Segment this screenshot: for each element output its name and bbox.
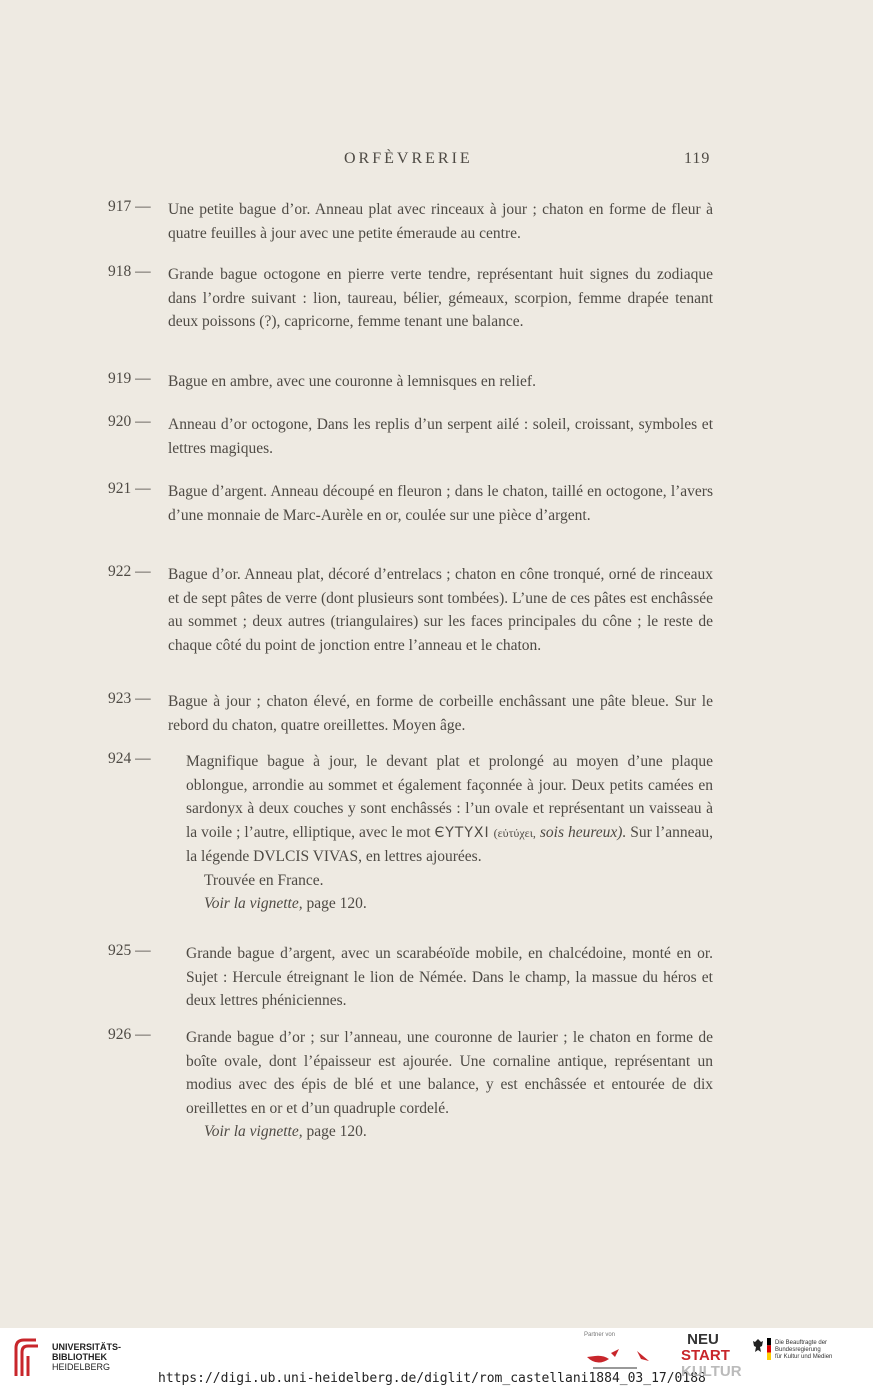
greek-inscription: ЄΥΤΥΧΙ xyxy=(434,824,490,841)
entry-text-part-a: Magnifique bague à jour, le devant plat et prolongé au moyen d’une plaque oblongue, arrondie au sommet et également façonnée à jour. Deux petits camées en sardonyx à deux couches y sont enchâssés : l’un ovale et représentant un vaisseau à la voile ; l’autre, elliptique, avec le mot xyxy=(186,753,713,841)
entry-text xyxy=(186,750,713,916)
entry-text: Grande bague octogone en pierre verte tendre, représentant huit signes du zodiaque dans l’ordre suivant : lion, taureau, bélier, gémeaux, scorpion, femme drapée tenant deux poissons (?), capricorne, femme tenant une balance. xyxy=(168,266,713,330)
entry-text: Bague d’or. Anneau plat, décoré d’entrelacs ; chaton en cône tronqué, orné de rinceaux et de sept pâtes de verre (dont plusieurs sont tombées). L’une de ces pâtes est enchâssée au sommet ; deux autres (triangulaires) sur les faces principales du cône ; le reste de chaque côté du point de jonction entre l’anneau et le chaton. xyxy=(168,566,713,654)
see-page: page 120. xyxy=(306,895,367,912)
entry-number: 918 — xyxy=(108,263,151,280)
neustart-kultur-logo xyxy=(681,1331,742,1384)
running-head xyxy=(0,150,873,174)
page-title: ORFÈVRERIE xyxy=(344,150,473,167)
entry-text-part-b: Sur l’anneau, la légende DVLCIS VIVAS, en lettres ajourées. xyxy=(186,823,714,865)
library-logo-icon[interactable] xyxy=(10,1336,46,1380)
library-name-line: UNIVERSITÄTS- xyxy=(52,1342,122,1352)
kultur-label: KULTUR xyxy=(681,1363,742,1380)
permalink-url[interactable]: https://digi.ub.uni-heidelberg.de/diglit/rom_castellani1884_03_17/0188 xyxy=(158,1371,706,1386)
entry-text: Bague à jour ; chaton élevé, en forme de corbeille enchâssant une pâte bleue. Sur le rebord du chaton, quatre oreillettes. Moyen âge. xyxy=(168,693,713,734)
entry-number: 923 — xyxy=(108,690,151,707)
entry-text xyxy=(186,1026,713,1144)
library-name xyxy=(52,1342,121,1372)
entry-number: 926 — xyxy=(108,1026,151,1043)
viewer-footer xyxy=(0,1328,873,1391)
entry-number: 925 — xyxy=(108,942,151,959)
library-name-line: HEIDELBERG xyxy=(52,1362,111,1372)
entry-number: 921 — xyxy=(108,480,151,497)
bund-line: Die Beauftragte der Bundesregierung xyxy=(775,1340,828,1353)
start-label: START xyxy=(681,1347,730,1364)
see-vignette: Voir la vignette, xyxy=(204,895,303,912)
entry-number: 924 — xyxy=(108,750,151,767)
entry-text: Une petite bague d’or. Anneau plat avec rinceaux à jour ; chaton en forme de fleur à quatre feuilles à jour avec une petite émeraude au centre. xyxy=(168,201,713,242)
entry-text: Bague d’argent. Anneau découpé en fleuron ; dans le chaton, taillé en octogone, l’avers d’une monnaie de Marc-Aurèle en or, coulée sur une pièce d’argent. xyxy=(168,483,713,524)
see-page: page 120. xyxy=(306,1123,367,1140)
library-name-line: BIBLIOTHEK xyxy=(52,1352,107,1362)
greek-transliteration: (εὐτύχει, xyxy=(493,825,536,840)
entry-number: 922 — xyxy=(108,563,151,580)
partner-bird-logo-icon xyxy=(585,1343,655,1373)
entry-text-part-a: Grande bague d’or ; sur l’anneau, une couronne de laurier ; le chaton en forme de boîte ovale, dont l’épaisseur est ajourée. Une cornaline antique, représentant un modius avec des épis de blé et une balance, y est enchâssée et entourée de dix oreillettes en or et d’un quadruple cordelé. xyxy=(186,1029,713,1117)
entry-text: Bague en ambre, avec une couronne à lemnisques en relief. xyxy=(168,373,536,390)
partner-label: Partner von xyxy=(584,1332,616,1338)
page-number: 119 xyxy=(684,150,711,167)
federal-commissioner-logo xyxy=(752,1338,870,1368)
entry-text: Anneau d’or octogone, Dans les replis d’un serpent ailé : soleil, croissant, symboles et lettres magiques. xyxy=(168,416,713,457)
entry-text: Grande bague d’argent, avec un scarabéoïde mobile, en chalcédoine, monté en or. Sujet : Hercule étreignant le lion de Némée. Dans le champ, la massue du héros et deux lettres phéniciennes. xyxy=(186,945,713,1009)
see-reference xyxy=(186,892,713,916)
entry-number: 917 — xyxy=(108,198,151,215)
entry-number: 919 — xyxy=(108,370,151,387)
federal-eagle-icon xyxy=(752,1338,764,1354)
neu-label: NEU xyxy=(687,1331,719,1348)
found-note: Trouvée en France. xyxy=(204,871,324,889)
german-flag-icon xyxy=(767,1338,771,1360)
translation-italic: sois heureux). xyxy=(539,823,627,841)
see-vignette: Voir la vignette, xyxy=(204,1123,303,1140)
entry-number: 920 — xyxy=(108,413,151,430)
federal-commissioner-text xyxy=(775,1340,870,1361)
see-reference xyxy=(186,1120,713,1144)
bund-line: für Kultur und Medien xyxy=(775,1354,833,1360)
